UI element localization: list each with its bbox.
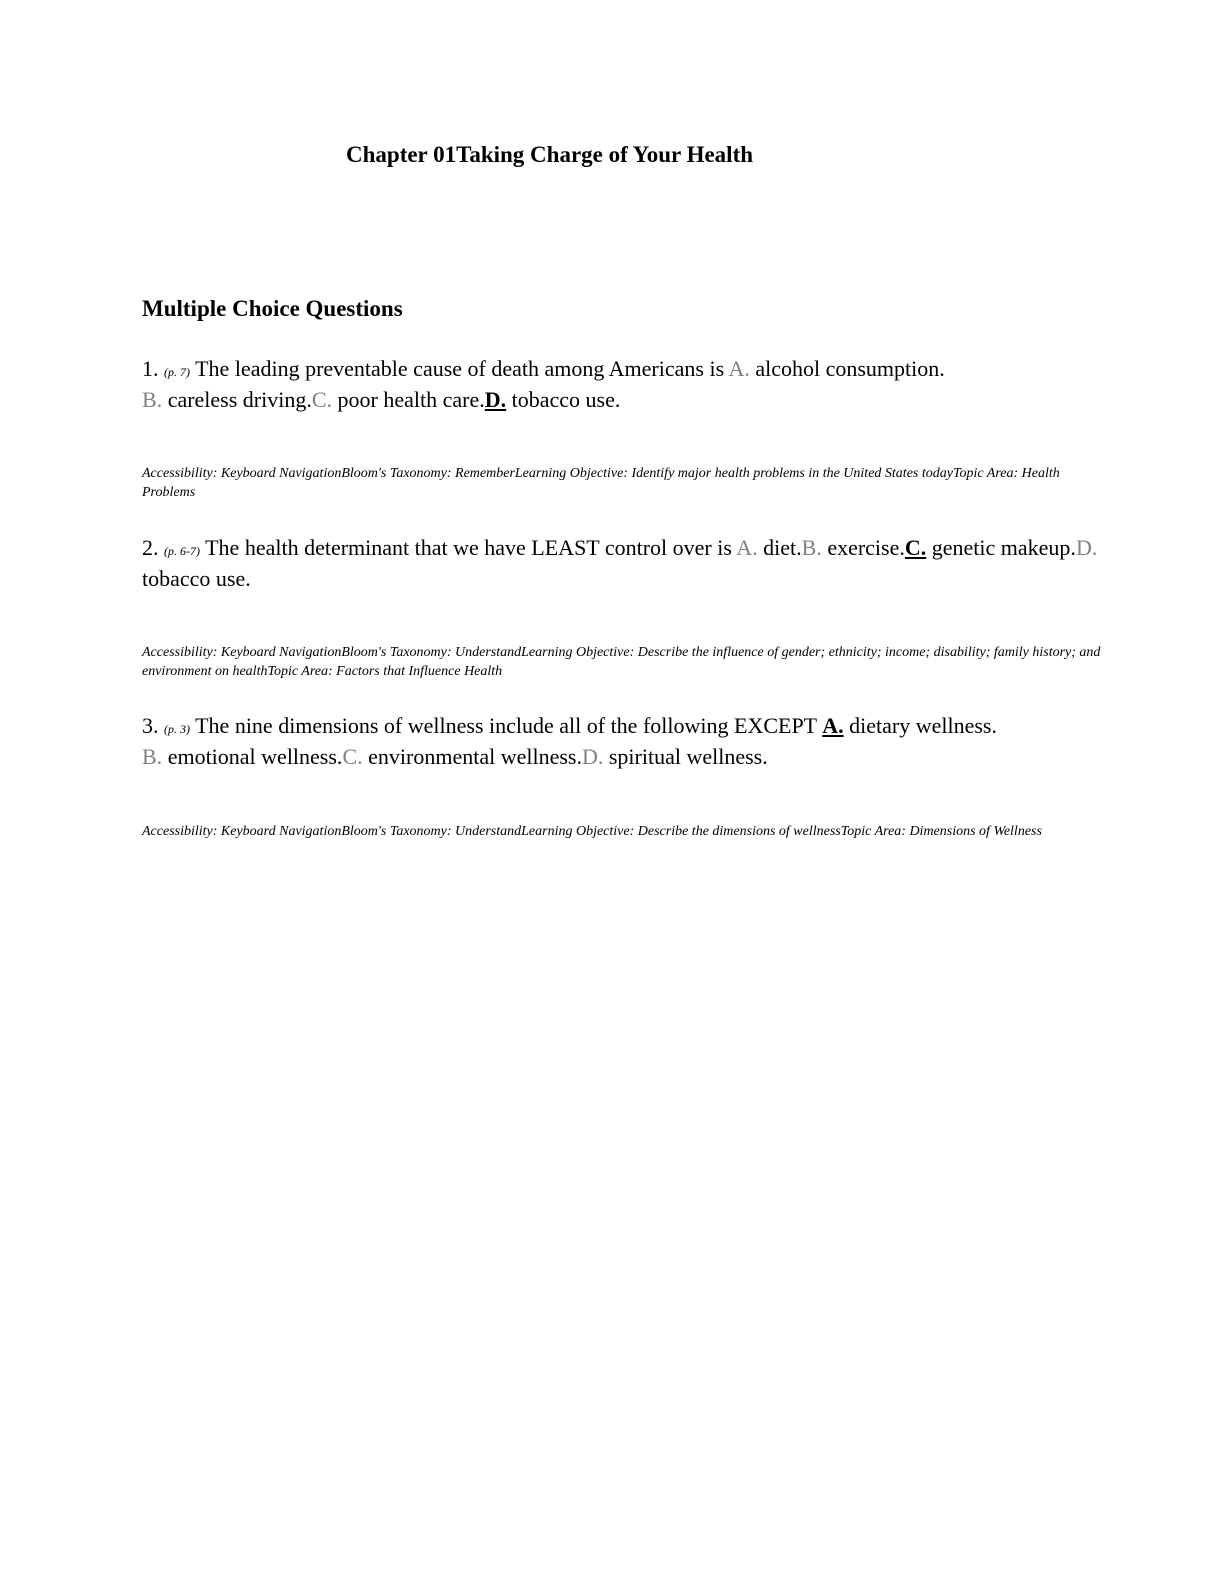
question-1 bbox=[142, 355, 1102, 414]
option-a-text: dietary wellness. bbox=[849, 713, 997, 738]
option-b-text: exercise. bbox=[827, 535, 905, 560]
page-reference: (p. 3) bbox=[164, 722, 190, 736]
question-stem: The health determinant that we have LEAST control over is bbox=[205, 535, 732, 560]
question-3-metadata: Accessibility: Keyboard NavigationBloom's Taxonomy: UnderstandLearning Objective: Describe the dimensions of wellnessTopic Area: Dimensions of Wellness bbox=[142, 824, 1042, 839]
question-stem: The leading preventable cause of death among Americans is bbox=[195, 356, 725, 381]
option-b-letter: B. bbox=[142, 744, 163, 769]
option-d-text: tobacco use. bbox=[511, 387, 621, 412]
option-c-text: genetic makeup. bbox=[931, 535, 1076, 560]
option-b-letter: B. bbox=[142, 387, 163, 412]
question-1-metadata: Accessibility: Keyboard NavigationBloom's Taxonomy: RememberLearning Objective: Identify major health problems in the United States todayTopic Area: Health Problems bbox=[142, 466, 1060, 500]
question-number: 1. bbox=[142, 356, 159, 381]
option-c-letter: C. bbox=[342, 744, 363, 769]
option-d-letter-correct: D. bbox=[484, 387, 507, 412]
option-d-text: spiritual wellness. bbox=[608, 744, 768, 769]
question-number: 3. bbox=[142, 713, 159, 738]
option-b-letter: B. bbox=[801, 535, 822, 560]
option-a-text: diet. bbox=[763, 535, 802, 560]
question-stem: The nine dimensions of wellness include all of the following EXCEPT bbox=[195, 713, 817, 738]
option-b-text: careless driving. bbox=[167, 387, 312, 412]
option-d-letter: D. bbox=[1075, 535, 1098, 560]
option-d-letter: D. bbox=[581, 744, 604, 769]
page-reference: (p. 6-7) bbox=[164, 544, 200, 558]
option-a-text: alcohol consumption. bbox=[755, 356, 945, 381]
option-d-text: tobacco use. bbox=[142, 566, 251, 591]
question-2-metadata: Accessibility: Keyboard NavigationBloom's Taxonomy: UnderstandLearning Objective: Describe the influence of gender; ethnicity; income; disability; family history; and environment on healthTopic Area: Factors that Influence Health bbox=[142, 645, 1101, 679]
option-a-letter-correct: A. bbox=[822, 713, 844, 738]
question-number: 2. bbox=[142, 535, 159, 560]
option-c-letter: C. bbox=[311, 387, 333, 412]
option-a-letter: A. bbox=[728, 356, 750, 381]
section-title: Multiple Choice Questions bbox=[142, 296, 403, 321]
page-title: Chapter 01Taking Charge of Your Health bbox=[346, 142, 754, 167]
question-3 bbox=[142, 712, 1102, 771]
option-a-letter: A. bbox=[736, 535, 758, 560]
option-c-text: poor health care. bbox=[337, 387, 485, 412]
page-reference: (p. 7) bbox=[164, 365, 190, 379]
option-c-text: environmental wellness. bbox=[368, 744, 582, 769]
option-b-text: emotional wellness. bbox=[167, 744, 343, 769]
question-2 bbox=[142, 534, 1102, 593]
option-c-letter-correct: C. bbox=[904, 535, 927, 560]
